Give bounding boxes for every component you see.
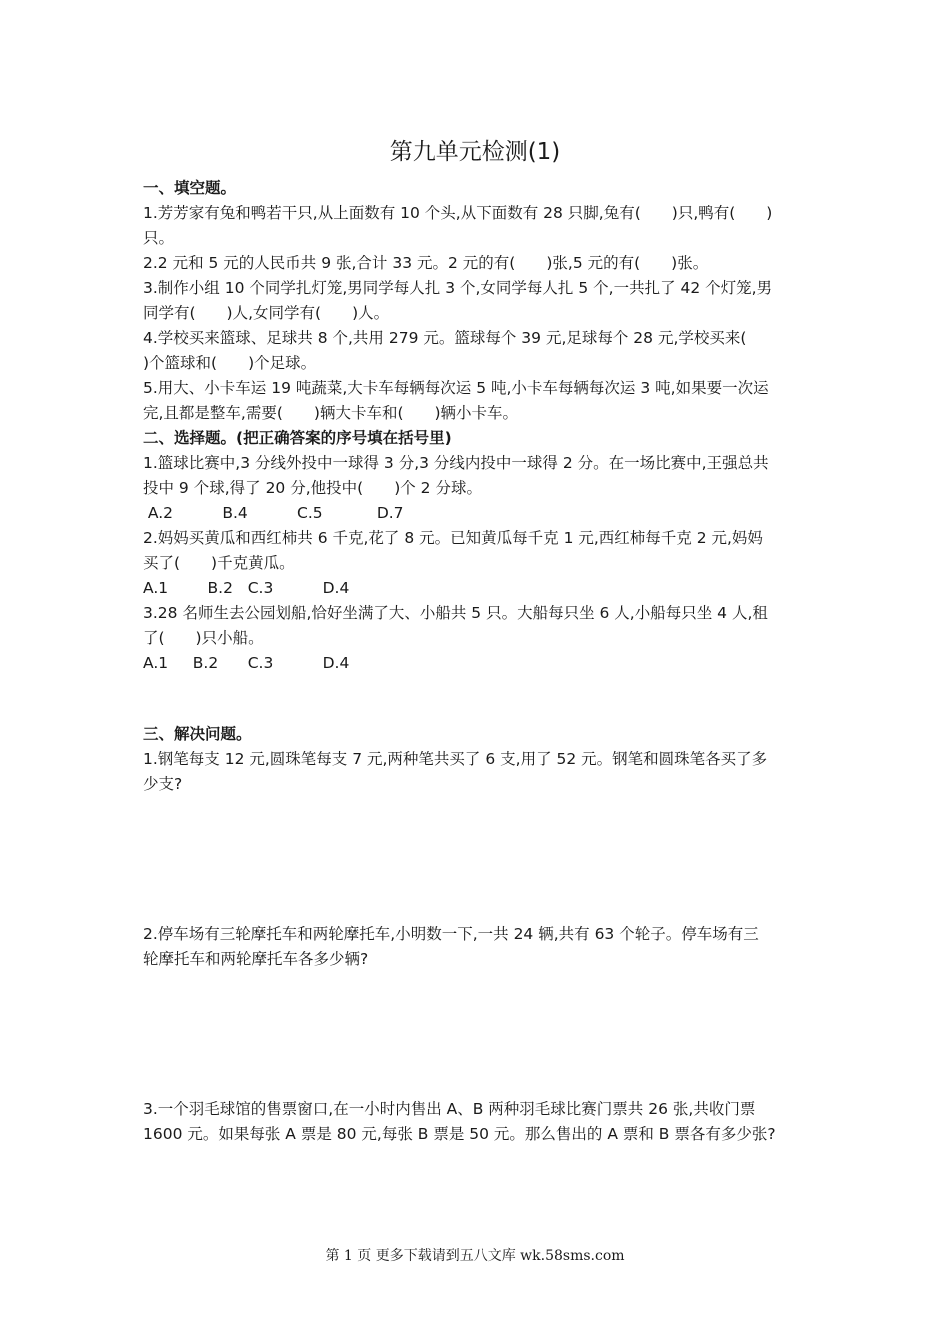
answer-options: A.1 B.2 C.3 D.4 <box>143 579 350 597</box>
question-line: 1.芳芳家有兔和鸭若干只,从上面数有 10 个头,从下面数有 28 只脚,兔有( )只,鸭有( ) <box>143 204 773 222</box>
question-line: 少支? <box>143 775 183 793</box>
question-line: 2.2 元和 5 元的人民币共 9 张,合计 33 元。2 元的有( )张,5 元的有( )张。 <box>143 254 709 272</box>
question-line: 1.篮球比赛中,3 分线外投中一球得 3 分,3 分线内投中一球得 2 分。在一场比赛中,王强总共 <box>143 454 769 472</box>
question-line: 只。 <box>143 229 175 247</box>
answer-options: A.2 B.4 C.5 D.7 <box>143 504 404 522</box>
question-line: 1600 元。如果每张 A 票是 80 元,每张 B 票是 50 元。那么售出的 A 票和 B 票各有多少张? <box>143 1125 776 1143</box>
answer-options: A.1 B.2 C.3 D.4 <box>143 654 350 672</box>
question-line: 投中 9 个球,得了 20 分,他投中( )个 2 分球。 <box>143 479 482 497</box>
page-footer: 第 1 页 更多下载请到五八文库 wk.58sms.com <box>325 1248 625 1264</box>
section-heading-choice: 二、选择题。(把正确答案的序号填在括号里) <box>143 429 452 447</box>
question-line: 3.一个羽毛球馆的售票窗口,在一小时内售出 A、B 两种羽毛球比赛门票共 26 张,共收门票 <box>143 1100 756 1118</box>
question-line: 1.钢笔每支 12 元,圆珠笔每支 7 元,两种笔共买了 6 支,用了 52 元。钢笔和圆珠笔各买了多 <box>143 750 768 768</box>
question-line: 5.用大、小卡车运 19 吨蔬菜,大卡车每辆每次运 5 吨,小卡车每辆每次运 3 吨,如果要一次运 <box>143 379 769 397</box>
page-title: 第九单元检测(1) <box>389 139 561 165</box>
question-line: 了( )只小船。 <box>143 629 264 647</box>
section-heading-fill-in: 一、填空题。 <box>143 179 237 197</box>
question-line: 同学有( )人,女同学有( )人。 <box>143 304 390 322</box>
section-heading-problems: 三、解决问题。 <box>143 725 252 743</box>
question-line: 3.制作小组 10 个同学扎灯笼,男同学每人扎 3 个,女同学每人扎 5 个,一共扎了 42 个灯笼,男 <box>143 279 773 297</box>
problem-2 <box>143 922 811 972</box>
question-line: )个篮球和( )个足球。 <box>143 354 317 372</box>
section-problems <box>143 722 811 797</box>
document-body <box>143 176 811 676</box>
question-line: 2.妈妈买黄瓜和西红柿共 6 千克,花了 8 元。已知黄瓜每千克 1 元,西红柿每千克 2 元,妈妈 <box>143 529 763 547</box>
question-line: 完,且都是整车,需要( )辆大卡车和( )辆小卡车。 <box>143 404 519 422</box>
question-line: 轮摩托车和两轮摩托车各多少辆? <box>143 950 369 968</box>
question-line: 2.停车场有三轮摩托车和两轮摩托车,小明数一下,一共 24 辆,共有 63 个轮子。停车场有三 <box>143 925 759 943</box>
question-line: 买了( )千克黄瓜。 <box>143 554 295 572</box>
question-line: 4.学校买来篮球、足球共 8 个,共用 279 元。篮球每个 39 元,足球每个 28 元,学校买来( <box>143 329 747 347</box>
question-line: 3.28 名师生去公园划船,恰好坐满了大、小船共 5 只。大船每只坐 6 人,小船每只坐 4 人,租 <box>143 604 768 622</box>
problem-3 <box>143 1097 811 1147</box>
